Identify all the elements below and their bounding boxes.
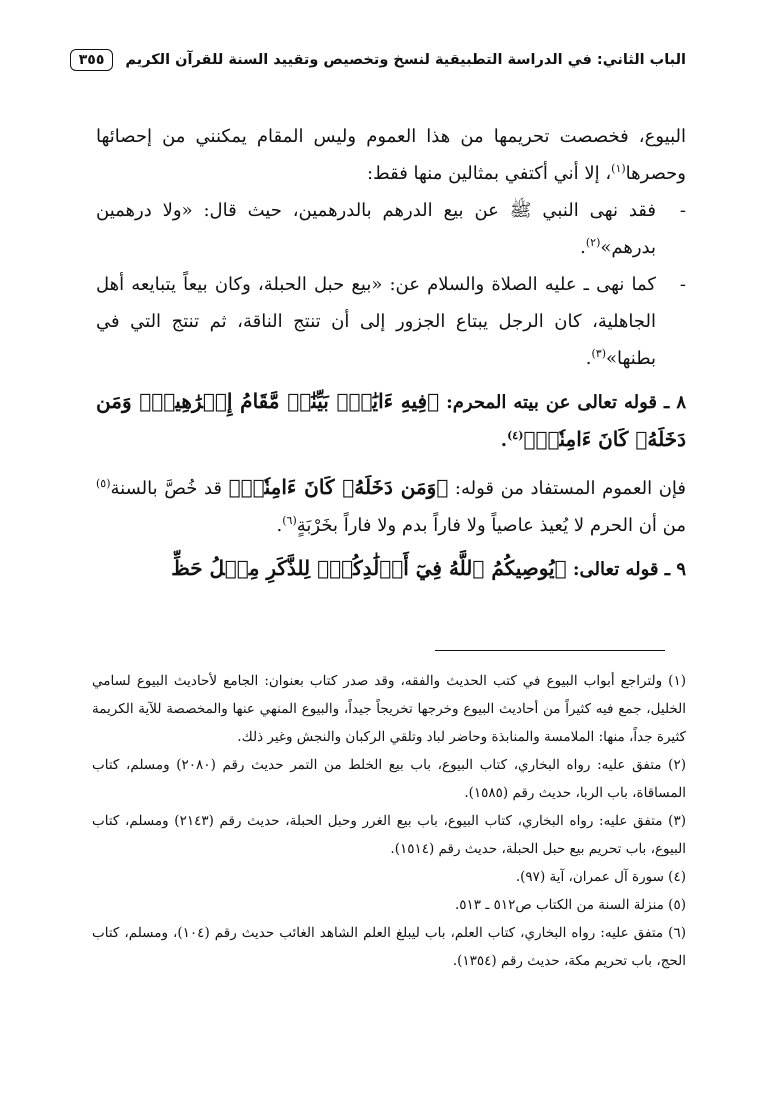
quran-verse: ﴿يُوصِيكُمُ ٱللَّهُ فِيٓ أَوۡلَٰدِكُمۡۖ لِلذَّكَرِ مِثۡلُ حَظِّ [171,556,567,580]
text-run: . [500,430,508,451]
footnote-ref-5[interactable]: (٥) [96,477,111,490]
footnotes [92,667,686,975]
text-run: البيوع، فخصصت تحريمها من هذا العموم وليس المقام يمكنني من إحصائها وحصرها [96,126,686,184]
footnote-text: ومسلم، كتاب البيوع، باب تحريم بيع حبل الحبلة، حديث رقم (١٥١٤). [92,813,686,857]
heading-8 [96,383,686,459]
footnote-4 [92,863,686,891]
footnote-ref-2[interactable]: (٢) [585,236,601,249]
text-run: كما نهى ـ عليه الصلاة والسلام عن: «بيع حبل الحبلة، وكان بيعاً يتبايعه أهل الجاهلية، كان الرجل يبتاع الجزور إلى أن تنتج الناقة، ثم تنتج التي في بطنها» [96,274,656,369]
footnote-text: (٣) متفق عليه: رواه البخاري، كتاب البيوع، باب بيع الغرر وحبل الحبلة، حديث رقم (٢١٤٣) [174,813,686,829]
footnote-ref-3[interactable]: (٣) [591,347,606,360]
bullet-dash: - [679,274,686,295]
footnote-text: (١) ولتراجع أبواب البيوع في كتب الحديث والفقه، وقد صدر كتاب بعنوان: الجامع لأحاديث [173,673,686,689]
text-run: فقد نهى النبي ﷺ عن بيع الدرهم بالدرهمين، حيث قال: «ولا درهمين بدرهم» [96,200,656,258]
footnote-ref-6[interactable]: (٦) [282,514,297,527]
footnote-text: (٥) منزلة السنة من الكتاب ص٥١٢ ـ ٥١٣. [454,897,686,913]
footnote-2 [92,751,686,807]
footnote-text: البيوع لسامي الخليل، جمع فيه كثيراً من أحاديث البيوع وخرجها تخريجاً جيداً، والبيوع المنهي عنها والمخصصة للآية الكريمة كثيرة جداً، منها: الملامسة والمنابذة وحاضر لباد وتلقي الركبان والنجش وغير ذلك. [92,673,686,745]
bullet-text [96,266,656,377]
text-run: . [585,348,592,369]
heading-9 [96,550,686,588]
paragraph-intro [96,118,686,192]
bullet-item-2 [96,266,686,377]
footnote-text: (٦) متفق عليه: رواه البخاري، كتاب العلم، باب ليبلغ العلم الشاهد الغائب حديث رقم (١٠٤)، [173,925,686,941]
quran-verse: ﴿وَمَن دَخَلَهُۥ كَانَ ءَامِنٗاۗ﴾ [228,475,449,499]
running-header [78,46,686,74]
footnote-text: (٤) سورة آل عمران، آية (٩٧). [515,869,686,885]
bullet-dash: - [679,200,686,221]
paragraph-explanation [96,469,686,544]
bullet-text [96,192,656,266]
text-run: . [276,515,283,536]
page-number: ٣٥٥ [70,49,114,71]
footnote-1 [92,667,686,751]
footnote-ref-4[interactable]: (٤) [507,429,524,442]
heading-label: ٨ ـ قوله تعالى عن بيته المحرم: [446,392,686,413]
text-run: فإن العموم المستفاد من قوله: [454,478,686,499]
footnote-text: (٢) متفق عليه: رواه البخاري، كتاب البيوع، باب بيع الخلط من التمر حديث رقم (٢٠٨٠) [176,757,686,773]
heading-label: ٩ ـ قوله تعالى: [572,559,686,580]
quran-verse: ﴿فِيهِ ءَايَٰتُۢ بَيِّنَٰتٞ مَّقَامُ إِبۡرَٰهِيمَۖ وَمَن دَخَلَهُۥ كَانَ ءَامِنٗاۗ﴾ [96,389,686,451]
text-run: . [580,237,586,258]
text-run: من أن الحرم لا يُعيذ عاصياً ولا فاراً بدم ولا فاراً بخَرْبَةٍ [296,515,686,536]
chapter-title: الباب الثاني: في الدراسة التطبيقية لنسخ وتخصيص وتقييد السنة للقرآن الكريم [125,52,686,68]
text-run: قد خُصَّ بالسنة [110,478,223,499]
footnote-ref-1[interactable]: (١) [611,162,626,175]
footnote-5 [92,891,686,919]
footnote-6 [92,919,686,975]
text-run: ، إلا أني أكتفي بمثالين منها فقط: [366,163,612,184]
footnote-3 [92,807,686,863]
footnote-separator [435,650,665,651]
footnote-text: ومسلم، كتاب الحج، باب تحريم مكة، حديث رقم (١٣٥٤). [92,925,686,969]
main-text [96,118,686,588]
bullet-item-1 [96,192,686,266]
footnote-text: ومسلم، كتاب المساقاة، باب الربا، حديث رقم (١٥٨٥). [92,757,686,801]
